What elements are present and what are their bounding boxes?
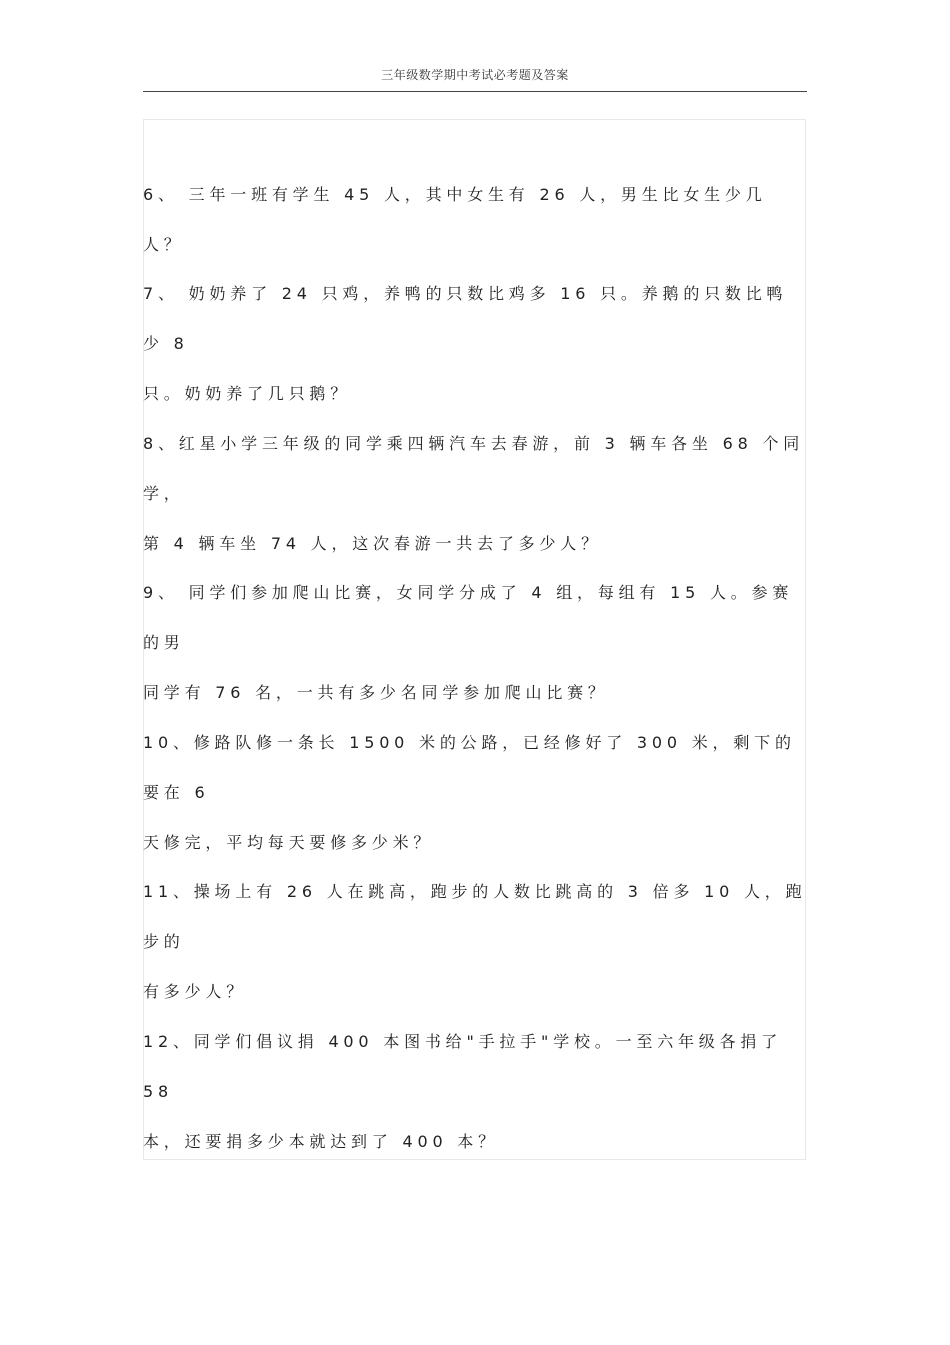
question-line: 7、 奶奶养了 24 只鸡，养鸭的只数比鸡多 16 只。养鹅的只数比鸭少 8 (143, 284, 788, 353)
question-line: 6、 三年一班有学生 45 人，其中女生有 26 人，男生比女生少几人？ (143, 185, 767, 254)
header-rule (143, 91, 807, 92)
question-line: 同学有 76 名，一共有多少名同学参加爬山比赛？ (143, 683, 609, 702)
question-line: 12、同学们倡议捐 400 本图书给"手拉手"学校。一至六年级各捐了 58 (143, 1032, 782, 1101)
question-6 (143, 170, 807, 270)
question-line: 天修完，平均每天要修多少米？ (143, 833, 435, 852)
question-line: 8、红星小学三年级的同学乘四辆汽车去春游，前 3 辆车各坐 68 个同学， (143, 434, 805, 503)
question-line: 9、 同学们参加爬山比赛，女同学分成了 4 组，每组有 15 人。参赛的男 (143, 583, 794, 652)
question-7 (143, 269, 807, 419)
question-line: 11、操场上有 26 人在跳高，跑步的人数比跳高的 3 倍多 10 人，跑步的 (143, 882, 807, 951)
question-line: 只。奶奶养了几只鹅？ (143, 384, 352, 403)
question-10 (143, 718, 807, 868)
question-11 (143, 867, 807, 1017)
question-12 (143, 1017, 807, 1167)
question-9 (143, 568, 807, 718)
question-line: 第 4 辆车坐 74 人，这次春游一共去了多少人？ (143, 534, 602, 553)
question-line: 有多少人？ (143, 982, 248, 1001)
question-line: 本，还要捐多少本就达到了 400 本？ (143, 1132, 499, 1151)
page-header-title: 三年级数学期中考试必考题及答案 (381, 68, 569, 82)
question-line: 10、修路队修一条长 1500 米的公路，已经修好了 300 米，剩下的要在 6 (143, 733, 796, 802)
question-8 (143, 419, 807, 569)
